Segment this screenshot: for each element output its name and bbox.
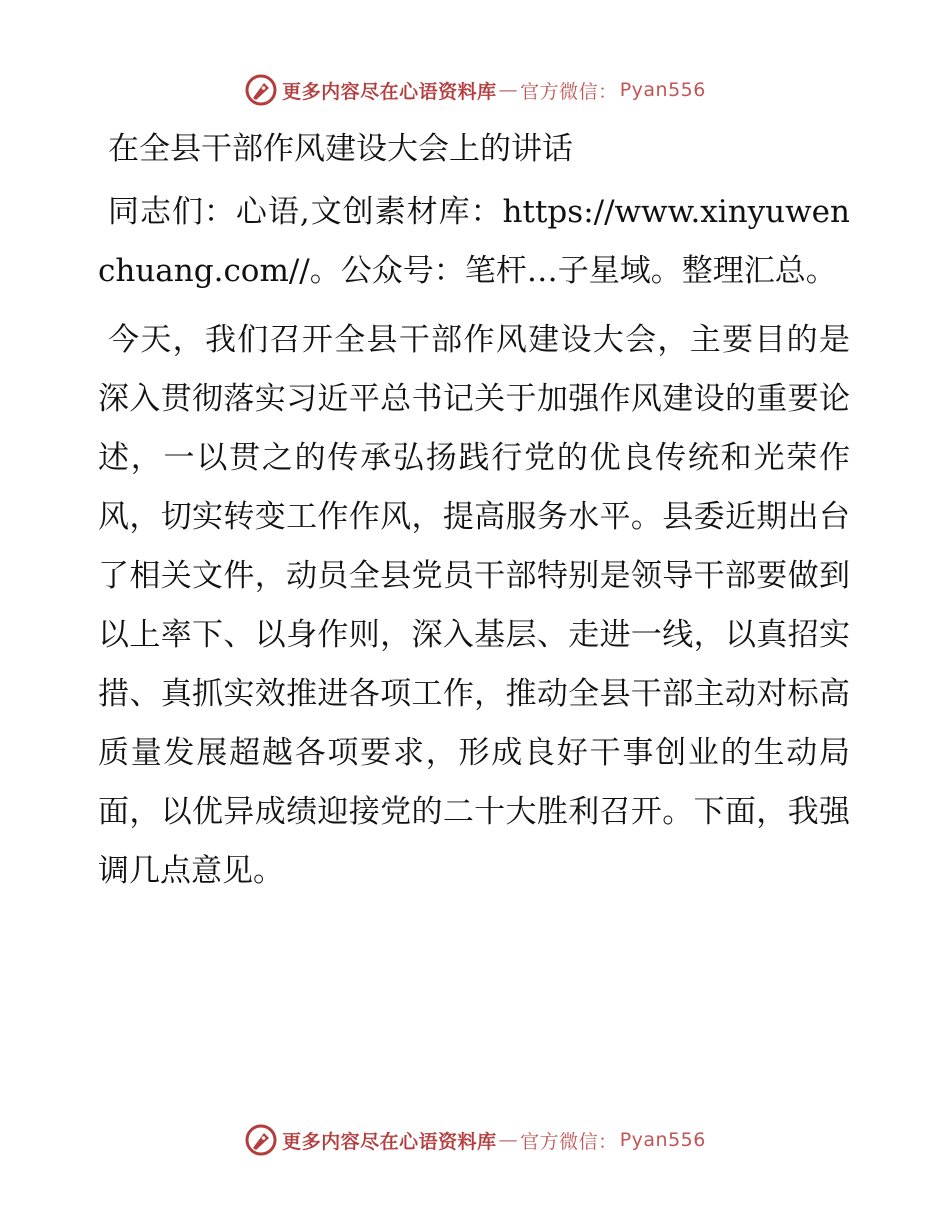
document-title: 在全县干部作风建设大会上的讲话	[108, 131, 573, 167]
salutation-paragraph: 同志们：心语,文创素材库：https://www.xinyuwenchuang.com//。公众号：笔杆…子星域。整理汇总。	[98, 194, 850, 289]
watermark-dash: —	[498, 1129, 519, 1151]
document-body	[98, 120, 850, 901]
header-watermark	[0, 70, 950, 110]
body-paragraph: 今天，我们召开全县干部作风建设大会，主要目的是深入贯彻落实习近平总书记关于加强作风建设的重要论述，一以贯之的传承弘扬践行党的优良传统和光荣作风，切实转变工作作风，提高服务水平。县委近期出台了相关文件，动员全县党员干部特别是领导干部要做到以上率下、以身作则，深入基层、走进一线，以真招实措、真抓实效推进各项工作，推动全县干部主动对标高质量发展超越各项要求，形成良好干事创业的生动局面，以优异成绩迎接党的二十大胜利召开。下面，我强调几点意见。	[98, 322, 850, 889]
watermark-text: 更多内容尽在心语资料库	[282, 80, 497, 103]
pen-nib-circle-icon	[244, 1123, 278, 1157]
watermark-dash: —	[498, 79, 519, 101]
footer-watermark	[0, 1120, 950, 1160]
pen-nib-circle-icon	[244, 73, 278, 107]
watermark-label: 官方微信：	[520, 80, 618, 103]
watermark-wechat-id: Pyan556	[619, 1129, 706, 1151]
watermark-text: 更多内容尽在心语资料库	[282, 1130, 497, 1153]
watermark-label: 官方微信：	[520, 1130, 618, 1153]
watermark-wechat-id: Pyan556	[619, 79, 706, 101]
